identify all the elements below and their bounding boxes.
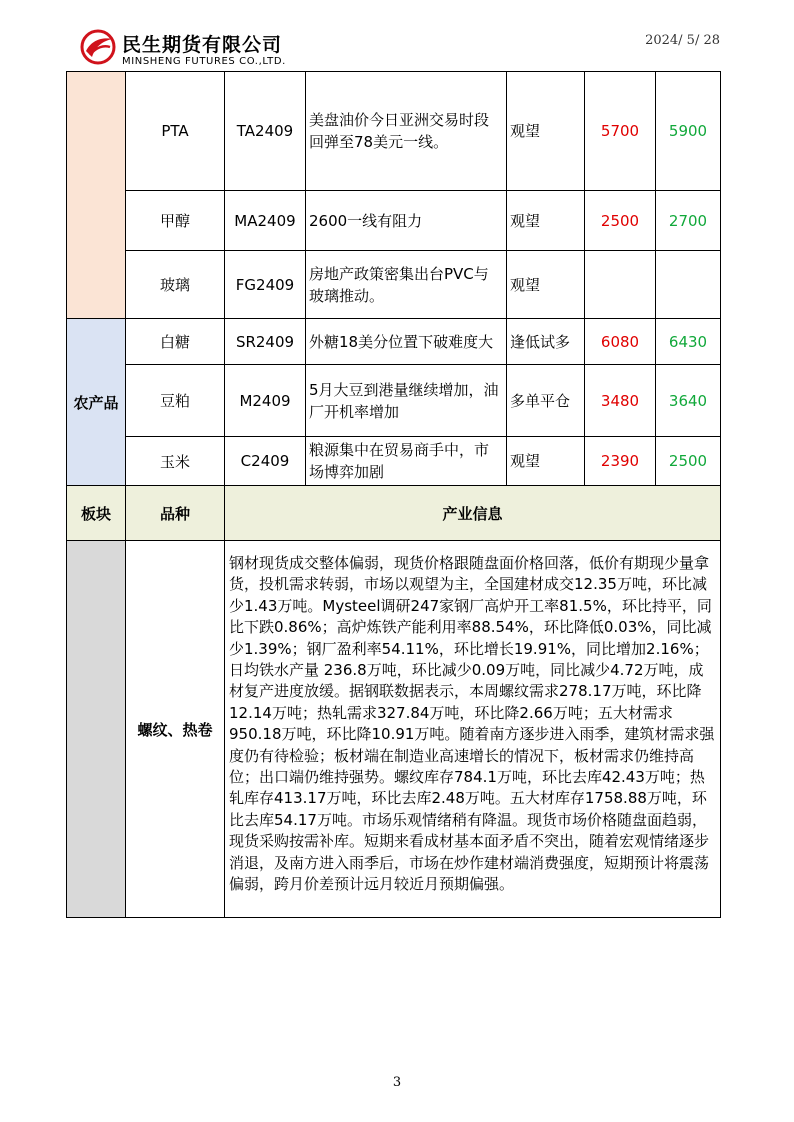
resistance-cell: 3640	[656, 365, 721, 437]
info-variety-cell: 螺纹、热卷	[126, 541, 225, 918]
resistance-cell: 2700	[656, 191, 721, 251]
resistance-cell: 2500	[656, 437, 721, 486]
product-cell: 甲醇	[126, 191, 225, 251]
product-cell: 豆粕	[126, 365, 225, 437]
logic-cell: 粮源集中在贸易商手中，市场博弈加剧	[306, 437, 507, 486]
product-cell: PTA	[126, 72, 225, 191]
info-header-row	[67, 486, 721, 541]
logic-cell: 5月大豆到港量继续增加，油厂开机率增加	[306, 365, 507, 437]
info-header-info: 产业信息	[225, 486, 721, 541]
logic-cell: 2600一线有阻力	[306, 191, 507, 251]
contract-cell: C2409	[225, 437, 306, 486]
page-number: 3	[392, 1075, 402, 1090]
info-header-variety: 品种	[126, 486, 225, 541]
product-cell: 玉米	[126, 437, 225, 486]
support-cell: 6080	[585, 319, 656, 365]
sector-cell-agri: 农产品	[67, 319, 126, 486]
product-cell: 白糖	[126, 319, 225, 365]
resistance-cell: 6430	[656, 319, 721, 365]
contract-cell: M2409	[225, 365, 306, 437]
company-name-en: MINSHENG FUTURES CO.,LTD.	[122, 56, 286, 67]
view-cell: 多单平仓	[507, 365, 585, 437]
contract-cell: MA2409	[225, 191, 306, 251]
support-cell: 2390	[585, 437, 656, 486]
resistance-cell	[656, 251, 721, 319]
table-row	[67, 191, 721, 251]
report-date: 2024/ 5/ 28	[645, 33, 720, 48]
logic-cell: 房地产政策密集出台PVC与玻璃推动。	[306, 251, 507, 319]
table-row	[67, 251, 721, 319]
support-cell: 3480	[585, 365, 656, 437]
table-row	[67, 319, 721, 365]
contract-cell: FG2409	[225, 251, 306, 319]
company-name-cn: 民生期货有限公司	[122, 34, 283, 56]
view-cell: 逢低试多	[507, 319, 585, 365]
view-cell: 观望	[507, 251, 585, 319]
support-cell: 2500	[585, 191, 656, 251]
product-cell: 玻璃	[126, 251, 225, 319]
logic-cell: 外糖18美分位置下破难度大	[306, 319, 507, 365]
info-header-sector: 板块	[67, 486, 126, 541]
view-cell: 观望	[507, 191, 585, 251]
logic-cell: 美盘油价今日亚洲交易时段回弹至78美元一线。	[306, 72, 507, 191]
info-sector-cell	[67, 541, 126, 918]
page-header	[0, 0, 794, 72]
table-row	[67, 72, 721, 191]
table-row	[67, 437, 721, 486]
resistance-cell: 5900	[656, 72, 721, 191]
info-row	[67, 541, 721, 918]
support-cell	[585, 251, 656, 319]
view-cell: 观望	[507, 437, 585, 486]
strategy-table	[66, 71, 721, 918]
support-cell: 5700	[585, 72, 656, 191]
table-row	[67, 365, 721, 437]
contract-cell: SR2409	[225, 319, 306, 365]
sector-cell-energy	[67, 72, 126, 319]
contract-cell: TA2409	[225, 72, 306, 191]
minsheng-logo-icon	[80, 29, 116, 65]
info-text-cell: 钢材现货成交整体偏弱，现货价格跟随盘面价格回落，低价有期现少量拿货，投机需求转弱，市场以观望为主，全国建材成交12.35万吨，环比减少1.43万吨。Mysteel调研247家钢厂高炉开工率81.5%，环比持平，同比下跌0.86%；高炉炼铁产能利用率88.54%，环比降低0.03%，同比减少1.39%；钢厂盈利率54.11%，环比增长19.91%，同比增加2.16%；日均铁水产量 236.8万吨，环比减少0.09万吨，同比减少4.72万吨，成材复产进度放缓。据钢联数据表示，本周螺纹需求278.17万吨，环比降12.14万吨；热轧需求327.84万吨，环比降2.66万吨；五大材需求950.18万吨，环比降10.91万吨。随着南方逐步进入雨季，建筑材需求强度仍有待检验；板材端在制造业高速增长的情况下，板材需求仍维持高位；出口端仍维持强势。螺纹库存784.1万吨，环比去库42.43万吨；热轧库存413.17万吨，环比去库2.48万吨。五大材库存1758.88万吨，环比去库54.17万吨。市场乐观情绪稍有降温。现货市场价格随盘面趋弱，现货采购按需补库。短期来看成材基本面矛盾不突出，随着宏观情绪逐步消退，及南方进入雨季后，市场在炒作建材端消费强度，短期预计将震荡偏弱，跨月价差预计远月较近月预期偏强。	[225, 541, 721, 918]
view-cell: 观望	[507, 72, 585, 191]
